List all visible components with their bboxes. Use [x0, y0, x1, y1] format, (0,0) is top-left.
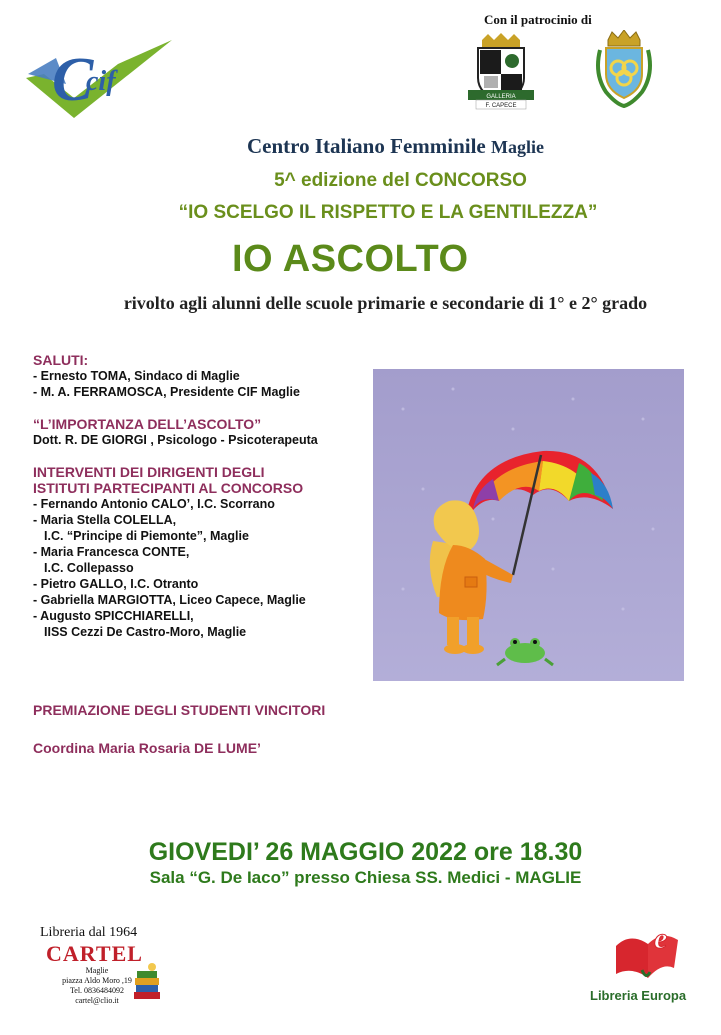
cartel-email: cartel@clio.it: [75, 996, 119, 1005]
cartel-contact: [62, 966, 132, 1006]
maglie-coat-of-arms: [592, 30, 656, 110]
intervento-item: - Pietro GALLO, I.C. Otranto: [33, 577, 199, 591]
girl-umbrella-frog-illustration: [373, 369, 684, 681]
intervento-item: - Maria Francesca CONTE,: [33, 545, 190, 559]
interventi-heading: INTERVENTI DEI DIRIGENTI DEGLI: [33, 464, 265, 480]
svg-text:e: e: [654, 922, 668, 955]
svg-text:cif: cif: [86, 66, 116, 97]
intervento-item: I.C. “Principe di Piemonte”, Maglie: [44, 529, 249, 543]
talk-speaker: Dott. R. DE GIORGI , Psicologo - Psicoterapeuta: [33, 433, 318, 447]
interventi-heading: ISTITUTI PARTECIPANTI AL CONCORSO: [33, 480, 304, 496]
edition-line: 5^ edizione del CONCORSO: [274, 170, 527, 191]
cartel-since: Libreria dal 1964: [40, 925, 138, 940]
patronage-label: Con il patrocinio di: [484, 12, 592, 27]
program: [33, 352, 378, 640]
event-date: GIOVEDI’ 26 MAGGIO 2022 ore 18.30: [148, 838, 583, 866]
cartel-city: Maglie: [85, 966, 109, 975]
saluti-item: - M. A. FERRAMOSCA, Presidente CIF Maglie: [33, 385, 300, 399]
contest-motto: “IO SCELGO IL RISPETTO E LA GENTILEZZA”: [178, 202, 598, 223]
intervento-item: - Maria Stella COLELLA,: [33, 513, 177, 527]
event-title: IO ASCOLTO: [232, 238, 469, 280]
saluti-heading: SALUTI:: [33, 352, 89, 368]
talk-heading: “L’IMPORTANZA DELL’ASCOLTO”: [33, 416, 262, 432]
event-venue: Sala “G. De Iaco” presso Chiesa SS. Medici - MAGLIE: [149, 868, 582, 887]
organization-name: Centro Italiano Femminile Maglie: [247, 134, 544, 158]
cartel-books-icon: [132, 962, 162, 1002]
intervento-item: I.C. Collepasso: [44, 561, 134, 575]
saluti-item: - Ernesto TOMA, Sindaco di Maglie: [33, 369, 240, 383]
cartel-address: piazza Aldo Moro ,19: [62, 976, 132, 985]
liceo-capece-emblem: [468, 32, 534, 110]
cif-logo: [22, 34, 172, 120]
svg-text:GALLERIA: GALLERIA: [486, 94, 516, 100]
svg-text:F. CAPECE: F. CAPECE: [485, 103, 517, 109]
libreria-europa-logo: [612, 922, 684, 986]
premiazione: PREMIAZIONE DEGLI STUDENTI VINCITORI: [33, 702, 326, 718]
cartel-tel: Tel. 0836484092: [69, 986, 125, 995]
intervento-item: - Augusto SPICCHIARELLI,: [33, 609, 194, 623]
target-audience: rivolto agli alunni delle scuole primarie e secondarie di 1° e 2° grado: [123, 293, 648, 313]
cartel-name: CARTEL: [46, 941, 143, 966]
intervento-item: - Gabriella MARGIOTTA, Liceo Capece, Maglie: [33, 593, 306, 607]
europa-name: Libreria Europa: [590, 988, 687, 1003]
coordinator: Coordina Maria Rosaria DE LUME’: [33, 740, 261, 756]
intervento-item: IISS Cezzi De Castro-Moro, Maglie: [44, 625, 247, 639]
intervento-item: - Fernando Antonio CALO’, I.C. Scorrano: [33, 497, 275, 511]
svg-text:C: C: [52, 46, 94, 114]
